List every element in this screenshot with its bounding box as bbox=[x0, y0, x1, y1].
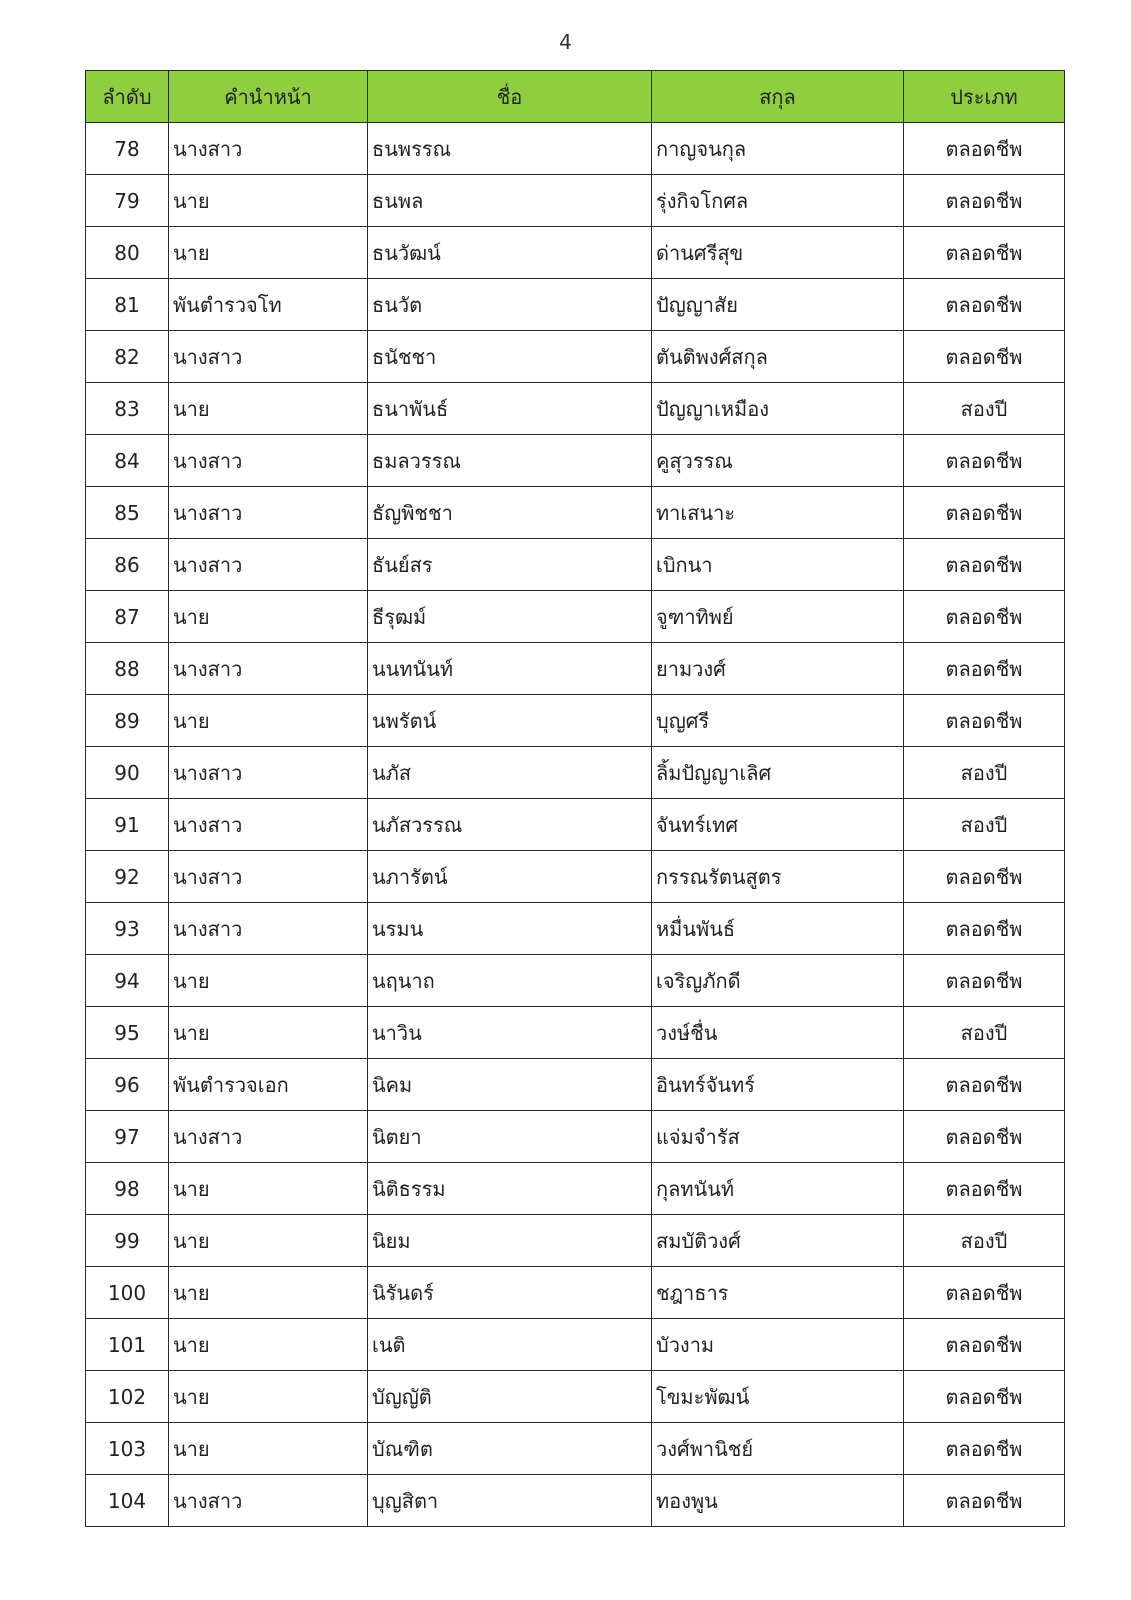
cell-name: ธันย์สร bbox=[368, 539, 652, 591]
cell-surname: บุญศรี bbox=[652, 695, 904, 747]
cell-no: 100 bbox=[86, 1267, 169, 1319]
cell-prefix: นางสาว bbox=[169, 487, 368, 539]
cell-no: 80 bbox=[86, 227, 169, 279]
cell-surname: ทองพูน bbox=[652, 1475, 904, 1527]
cell-type: ตลอดชีพ bbox=[904, 331, 1065, 383]
header-no: ลำดับ bbox=[86, 71, 169, 123]
cell-type: ตลอดชีพ bbox=[904, 955, 1065, 1007]
table-row bbox=[86, 487, 1065, 539]
cell-no: 83 bbox=[86, 383, 169, 435]
cell-name: นภัส bbox=[368, 747, 652, 799]
cell-type: ตลอดชีพ bbox=[904, 1371, 1065, 1423]
header-name: ชื่อ bbox=[368, 71, 652, 123]
cell-type: ตลอดชีพ bbox=[904, 435, 1065, 487]
cell-type: ตลอดชีพ bbox=[904, 1059, 1065, 1111]
cell-type: ตลอดชีพ bbox=[904, 591, 1065, 643]
cell-name: บุญสิตา bbox=[368, 1475, 652, 1527]
cell-prefix: นางสาว bbox=[169, 331, 368, 383]
cell-type: ตลอดชีพ bbox=[904, 279, 1065, 331]
cell-no: 104 bbox=[86, 1475, 169, 1527]
cell-surname: แจ่มจำรัส bbox=[652, 1111, 904, 1163]
cell-name: นิติธรรม bbox=[368, 1163, 652, 1215]
table-row bbox=[86, 955, 1065, 1007]
cell-surname: เจริญภักดี bbox=[652, 955, 904, 1007]
cell-prefix: นาย bbox=[169, 1423, 368, 1475]
cell-no: 81 bbox=[86, 279, 169, 331]
cell-no: 102 bbox=[86, 1371, 169, 1423]
cell-prefix: นางสาว bbox=[169, 643, 368, 695]
cell-type: ตลอดชีพ bbox=[904, 1111, 1065, 1163]
header-type: ประเภท bbox=[904, 71, 1065, 123]
cell-prefix: นาย bbox=[169, 695, 368, 747]
cell-type: สองปี bbox=[904, 1215, 1065, 1267]
cell-name: นิตยา bbox=[368, 1111, 652, 1163]
table-row bbox=[86, 227, 1065, 279]
cell-name: นรมน bbox=[368, 903, 652, 955]
cell-type: ตลอดชีพ bbox=[904, 123, 1065, 175]
table-row bbox=[86, 695, 1065, 747]
cell-name: นภัสวรรณ bbox=[368, 799, 652, 851]
cell-surname: วงศ์พานิชย์ bbox=[652, 1423, 904, 1475]
cell-no: 78 bbox=[86, 123, 169, 175]
cell-type: สองปี bbox=[904, 383, 1065, 435]
cell-no: 103 bbox=[86, 1423, 169, 1475]
table-row bbox=[86, 643, 1065, 695]
cell-surname: ตันติพงศ์สกุล bbox=[652, 331, 904, 383]
cell-surname: อินทร์จันทร์ bbox=[652, 1059, 904, 1111]
cell-no: 86 bbox=[86, 539, 169, 591]
cell-prefix: นาย bbox=[169, 383, 368, 435]
table-row bbox=[86, 331, 1065, 383]
cell-prefix: นาย bbox=[169, 227, 368, 279]
cell-no: 97 bbox=[86, 1111, 169, 1163]
cell-prefix: นางสาว bbox=[169, 799, 368, 851]
cell-no: 96 bbox=[86, 1059, 169, 1111]
cell-surname: ทาเสนาะ bbox=[652, 487, 904, 539]
cell-name: บัญญัติ bbox=[368, 1371, 652, 1423]
cell-type: ตลอดชีพ bbox=[904, 1319, 1065, 1371]
cell-surname: จันทร์เทศ bbox=[652, 799, 904, 851]
cell-type: ตลอดชีพ bbox=[904, 643, 1065, 695]
table-row bbox=[86, 279, 1065, 331]
table-row bbox=[86, 1215, 1065, 1267]
cell-surname: จูฑาทิพย์ bbox=[652, 591, 904, 643]
cell-no: 93 bbox=[86, 903, 169, 955]
cell-type: ตลอดชีพ bbox=[904, 539, 1065, 591]
cell-prefix: นางสาว bbox=[169, 1475, 368, 1527]
table-row bbox=[86, 1267, 1065, 1319]
cell-name: ธีรุฒม์ bbox=[368, 591, 652, 643]
cell-name: นิรันดร์ bbox=[368, 1267, 652, 1319]
table-row bbox=[86, 1475, 1065, 1527]
cell-prefix: นางสาว bbox=[169, 539, 368, 591]
cell-type: ตลอดชีพ bbox=[904, 175, 1065, 227]
cell-prefix: นาย bbox=[169, 1215, 368, 1267]
cell-surname: กาญจนกุล bbox=[652, 123, 904, 175]
cell-no: 94 bbox=[86, 955, 169, 1007]
cell-name: บัณฑิต bbox=[368, 1423, 652, 1475]
table-row bbox=[86, 1423, 1065, 1475]
cell-name: นพรัตน์ bbox=[368, 695, 652, 747]
table-row bbox=[86, 1371, 1065, 1423]
table-row bbox=[86, 435, 1065, 487]
table-row bbox=[86, 747, 1065, 799]
table-row bbox=[86, 539, 1065, 591]
cell-prefix: นางสาว bbox=[169, 747, 368, 799]
cell-surname: กุลทนันท์ bbox=[652, 1163, 904, 1215]
cell-name: ธนาพันธ์ bbox=[368, 383, 652, 435]
cell-no: 90 bbox=[86, 747, 169, 799]
table-row bbox=[86, 591, 1065, 643]
cell-prefix: นางสาว bbox=[169, 123, 368, 175]
cell-name: นฤนาถ bbox=[368, 955, 652, 1007]
cell-no: 88 bbox=[86, 643, 169, 695]
cell-prefix: นาย bbox=[169, 1267, 368, 1319]
cell-no: 101 bbox=[86, 1319, 169, 1371]
header-surname: สกุล bbox=[652, 71, 904, 123]
cell-type: ตลอดชีพ bbox=[904, 903, 1065, 955]
table-row bbox=[86, 851, 1065, 903]
cell-surname: สมบัติวงศ์ bbox=[652, 1215, 904, 1267]
cell-name: ธนัชชา bbox=[368, 331, 652, 383]
cell-name: นิคม bbox=[368, 1059, 652, 1111]
member-table bbox=[85, 70, 1065, 1527]
cell-name: ธนพล bbox=[368, 175, 652, 227]
cell-prefix: นางสาว bbox=[169, 435, 368, 487]
cell-no: 98 bbox=[86, 1163, 169, 1215]
cell-type: ตลอดชีพ bbox=[904, 1475, 1065, 1527]
cell-name: เนติ bbox=[368, 1319, 652, 1371]
cell-no: 95 bbox=[86, 1007, 169, 1059]
cell-prefix: นาย bbox=[169, 1007, 368, 1059]
cell-no: 87 bbox=[86, 591, 169, 643]
cell-type: ตลอดชีพ bbox=[904, 1163, 1065, 1215]
cell-no: 85 bbox=[86, 487, 169, 539]
cell-prefix: นางสาว bbox=[169, 851, 368, 903]
cell-prefix: นางสาว bbox=[169, 903, 368, 955]
cell-prefix: นาย bbox=[169, 1163, 368, 1215]
cell-surname: เบิกนา bbox=[652, 539, 904, 591]
cell-type: ตลอดชีพ bbox=[904, 851, 1065, 903]
cell-surname: ลิ้มปัญญาเลิศ bbox=[652, 747, 904, 799]
table-row bbox=[86, 903, 1065, 955]
table-row bbox=[86, 383, 1065, 435]
cell-prefix: นางสาว bbox=[169, 1111, 368, 1163]
cell-name: ธัญพิชชา bbox=[368, 487, 652, 539]
cell-no: 89 bbox=[86, 695, 169, 747]
cell-name: นาวิน bbox=[368, 1007, 652, 1059]
cell-type: สองปี bbox=[904, 799, 1065, 851]
table-row bbox=[86, 123, 1065, 175]
cell-no: 82 bbox=[86, 331, 169, 383]
cell-surname: ปัญญาเหมือง bbox=[652, 383, 904, 435]
cell-name: นนทนันท์ bbox=[368, 643, 652, 695]
cell-surname: รุ่งกิจโกศล bbox=[652, 175, 904, 227]
cell-no: 99 bbox=[86, 1215, 169, 1267]
cell-type: ตลอดชีพ bbox=[904, 487, 1065, 539]
cell-surname: ยามวงศ์ bbox=[652, 643, 904, 695]
cell-prefix: นาย bbox=[169, 175, 368, 227]
table-row bbox=[86, 1007, 1065, 1059]
cell-type: ตลอดชีพ bbox=[904, 227, 1065, 279]
table-row bbox=[86, 175, 1065, 227]
cell-name: ธนพรรณ bbox=[368, 123, 652, 175]
cell-type: สองปี bbox=[904, 747, 1065, 799]
cell-no: 92 bbox=[86, 851, 169, 903]
cell-name: ธนวัต bbox=[368, 279, 652, 331]
cell-surname: คูสุวรรณ bbox=[652, 435, 904, 487]
cell-surname: ด่านศรีสุข bbox=[652, 227, 904, 279]
cell-prefix: นาย bbox=[169, 1319, 368, 1371]
cell-prefix: พันตำรวจเอก bbox=[169, 1059, 368, 1111]
cell-no: 84 bbox=[86, 435, 169, 487]
cell-surname: โขมะพัฒน์ bbox=[652, 1371, 904, 1423]
table-row bbox=[86, 1319, 1065, 1371]
table-row bbox=[86, 1111, 1065, 1163]
cell-surname: ปัญญาสัย bbox=[652, 279, 904, 331]
cell-name: ธนวัฒน์ bbox=[368, 227, 652, 279]
cell-name: นภารัตน์ bbox=[368, 851, 652, 903]
cell-surname: บัวงาม bbox=[652, 1319, 904, 1371]
cell-surname: วงษ์ชื่น bbox=[652, 1007, 904, 1059]
cell-no: 79 bbox=[86, 175, 169, 227]
header-prefix: คำนำหน้า bbox=[169, 71, 368, 123]
cell-name: นิยม bbox=[368, 1215, 652, 1267]
cell-no: 91 bbox=[86, 799, 169, 851]
cell-prefix: นาย bbox=[169, 955, 368, 1007]
cell-surname: ชฎาธาร bbox=[652, 1267, 904, 1319]
cell-surname: หมื่นพันธ์ bbox=[652, 903, 904, 955]
cell-surname: กรรณรัตนสูตร bbox=[652, 851, 904, 903]
cell-prefix: นาย bbox=[169, 1371, 368, 1423]
cell-prefix: พันตำรวจโท bbox=[169, 279, 368, 331]
table-row bbox=[86, 1059, 1065, 1111]
cell-type: ตลอดชีพ bbox=[904, 1267, 1065, 1319]
cell-type: ตลอดชีพ bbox=[904, 1423, 1065, 1475]
page-number: 4 bbox=[559, 30, 572, 54]
table-header-row bbox=[86, 71, 1065, 123]
cell-name: ธมลวรรณ bbox=[368, 435, 652, 487]
table-row bbox=[86, 1163, 1065, 1215]
table-row bbox=[86, 799, 1065, 851]
cell-type: ตลอดชีพ bbox=[904, 695, 1065, 747]
cell-prefix: นาย bbox=[169, 591, 368, 643]
cell-type: สองปี bbox=[904, 1007, 1065, 1059]
